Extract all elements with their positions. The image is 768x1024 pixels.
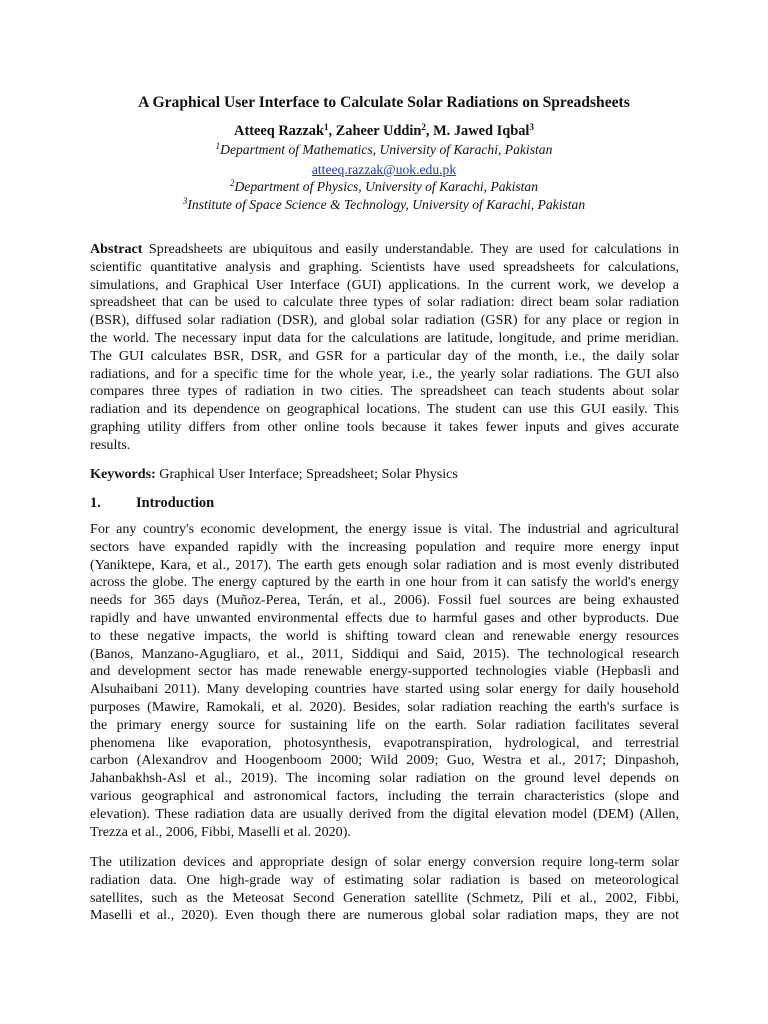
intro-line: Maselli et al., 2020). Even though there are numerous global solar radiation maps, they are not <box>90 907 679 924</box>
affiliation-text: Department of Mathematics, University of Karachi, Pakistan <box>220 142 553 157</box>
intro-line: The utilization devices and appropriate design of solar energy conversion require long-term solar <box>90 854 679 870</box>
intro-line: Jahanbakhsh-Asl et al., 2019). The incoming solar radiation on the ground level depends on <box>90 770 679 787</box>
abstract-line: radiation and its dependence on geographical locations. The student can use this GUI easily. This <box>90 401 679 418</box>
abstract-line: simulations, and Graphical User Interface (GUI) applications. In the current work, we develop a <box>90 276 679 293</box>
abstract-line: The GUI calculates BSR, DSR, and GSR for a particular day of the month, i.e., the daily solar <box>90 347 679 364</box>
keywords <box>90 466 679 484</box>
abstract-line: compares three types of radiation in two cities. The spreadsheet can teach students about solar <box>90 383 679 400</box>
author-list <box>0 122 768 140</box>
author-name: Zaheer Uddin <box>335 123 422 139</box>
affiliation-text: Institute of Space Science & Technology, University of Karachi, Pakistan <box>187 197 586 212</box>
abstract-line: (BSR), diffused solar radiation (DSR), and global solar radiation (GSR) for any place or region in <box>90 312 679 329</box>
section-number: 1. <box>90 495 101 511</box>
section-heading <box>90 494 214 512</box>
intro-line: sectors have expanded rapidly with the increasing population and require more energy input <box>90 538 679 555</box>
author-email <box>0 161 768 179</box>
abstract-line: radiations, and for a specific time for the whole year, i.e., the yearly solar radiations. The GUI also <box>90 365 679 382</box>
abstract-line: scientific quantitative analysis and graphing. Scientists have used spreadsheets for calculations, <box>90 258 679 275</box>
email-link[interactable]: atteeq.razzak@uok.edu.pk <box>311 162 457 177</box>
intro-line: Alsuhaibani 2011). Many developing countries have started using solar energy for daily household <box>90 681 679 698</box>
intro-line: For any country's economic development, the energy issue is vital. The industrial and agricultural <box>90 521 679 537</box>
intro-line: satellites, such as the Meteosat Second Generation satellite (Schmetz, Pili et al., 2002, Fibbi, <box>90 889 679 906</box>
intro-line: the primary energy source for sustaining life on the earth. Solar radiation facilitates several <box>90 716 679 733</box>
keywords-text: Graphical User Interface; Spreadsheet; Solar Physics <box>155 466 458 482</box>
author-affiliation-marker: 3 <box>529 122 534 132</box>
intro-line: and development sector has made renewable energy-supported technologies viable (Hepbasli and <box>90 663 679 680</box>
abstract-line: graphing utility differs from other online tools because it takes fewer inputs and gives accurate <box>90 418 679 435</box>
intro-line: (Banos, Manzano-Agugliaro, et al., 2011, Siddiqui and Said, 2015). The technological research <box>90 645 679 662</box>
intro-line: (Yaniktepe, Kara, et al., 2017). The earth gets enough solar radiation and is most evenly distributed <box>90 556 679 573</box>
keywords-label: Keywords: <box>90 466 156 482</box>
abstract-line: results. <box>90 436 131 453</box>
abstract-line: spreadsheet that can be used to calculate three types of solar radiation: direct beam solar radiation <box>90 294 679 311</box>
section-title: Introduction <box>136 495 215 511</box>
intro-line: Trezza et al., 2006, Fibbi, Maselli et al. 2020). <box>90 823 351 840</box>
intro-paragraph-1 <box>90 521 679 841</box>
intro-line: various geographical and astronomical factors, including the terrain characteristics (slope and <box>90 787 679 804</box>
affiliation-marker: 2 <box>229 178 235 188</box>
intro-line: across the globe. The energy captured by the earth in one hour from it can satisfy the world's energy <box>90 574 679 591</box>
intro-line: elevation). These radiation data are usually derived from the digital elevation model (DEM) (Allen, <box>90 805 679 822</box>
author-separator: , <box>328 123 336 139</box>
abstract-text: Spreadsheets are ubiquitous and easily understandable. They are used for calculations in <box>142 241 679 257</box>
affiliation-marker: 3 <box>182 196 188 206</box>
affiliation-marker: 1 <box>215 141 221 151</box>
intro-line: rapidly and have unwanted environmental effects due to harmful gases and other byproducts. Due <box>90 609 679 626</box>
abstract-label: Abstract <box>90 241 143 257</box>
abstract-line: the world. The necessary input data for the calculations are latitude, longitude, and prime meridian. <box>90 329 679 346</box>
author-affiliation-marker: 1 <box>323 122 329 132</box>
paper-title: A Graphical User Interface to Calculate Solar Radiations on Spreadsheets <box>138 94 630 111</box>
intro-line: purposes (Mawire, Ramokali, et al. 2020). Besides, solar radiation reaching the earth's surface is <box>90 698 679 715</box>
intro-line: phenomena like evaporation, photosynthesis, evapotranspiration, hydrological, and terrestrial <box>90 734 679 751</box>
abstract-line <box>90 241 679 259</box>
affiliation-3 <box>0 196 768 214</box>
intro-paragraph-2 <box>90 854 679 925</box>
intro-line: radiation data. One high-grade way of estimating solar radiation is based on meteorological <box>90 871 679 888</box>
author-name: M. Jawed Iqbal <box>433 123 530 139</box>
affiliation-1 <box>0 141 768 159</box>
affiliation-text: Department of Physics, University of Karachi, Pakistan <box>234 179 539 194</box>
intro-line: needs for 365 days (Muñoz-Perea, Terán, et al., 2006). Fossil fuel sources are being exhausted <box>90 592 679 609</box>
affiliation-2 <box>0 178 768 196</box>
author-separator: , <box>425 123 434 139</box>
author-affiliation-marker: 2 <box>421 122 426 132</box>
intro-line: to these negative impacts, the world is shifting toward clean and renewable energy resources <box>90 627 679 644</box>
author-name: Atteeq Razzak <box>234 123 324 139</box>
keywords-line <box>90 466 679 484</box>
intro-line: carbon (Alexandrov and Hoogenboom 2000; Wild 2009; Guo, Westra et al., 2017; Dinpashoh, <box>90 752 679 769</box>
abstract <box>90 241 679 455</box>
